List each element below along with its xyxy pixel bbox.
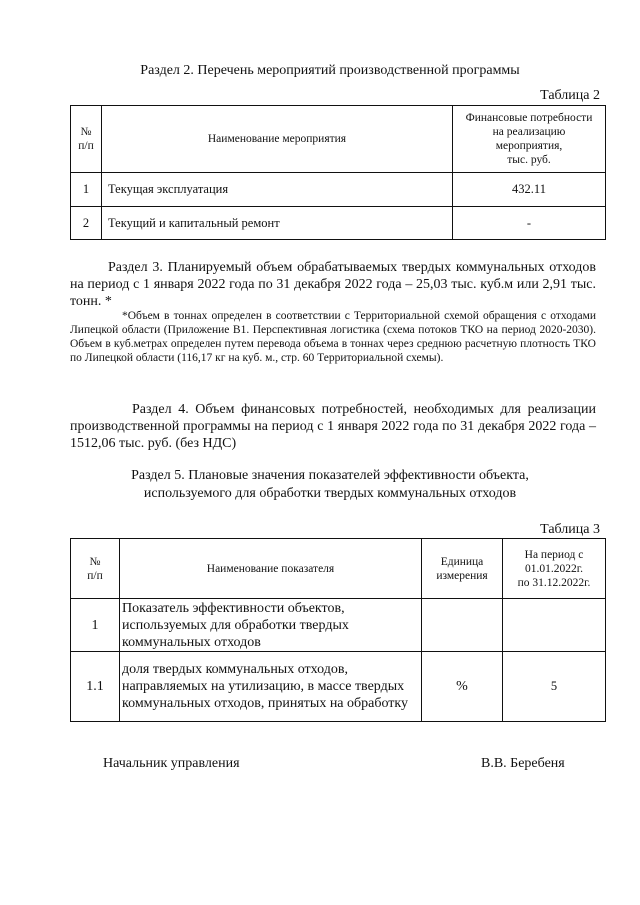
table3-row2-name: доля твердых коммунальных отходов, направляемых на утилизацию, в массе твердых коммунальных отходов, принятых на обработку [120, 652, 422, 722]
table3-header-name: Наименование показателя [120, 539, 422, 599]
table2-row2-name: Текущий и капитальный ремонт [102, 207, 453, 240]
section3-title: Раздел 3. Планируемый объем обрабатываемых твердых коммунальных отходов на период с 1 января 2022 года по 31 декабря 2022 года – 25,03 тыс. куб.м или 2,91 тыс. тонн. * [70, 260, 596, 309]
table2-row2-num: 2 [71, 207, 102, 240]
table-row [71, 599, 606, 652]
section3-note: *Объем в тоннах определен в соответствии с Территориальной схемой обращения с отходами Липецкой области (Приложение В1. Перспективная логистика (схема потоков ТКО на период 2020-2030). Объем в куб.метрах определен путем перевода объема в тоннах через среднюю расчетную плотность ТКО по Липецкой области (116,17 кг на куб. м., стр. 60 Территориальной схемы). [70, 310, 596, 364]
table2-header-num: № п/п [71, 106, 102, 173]
table2 [70, 105, 606, 240]
table2-row1-num: 1 [71, 173, 102, 207]
table3-header-unit: Единица измерения [422, 539, 503, 599]
table3-header-period: На период с 01.01.2022г. по 31.12.2022г. [503, 539, 606, 599]
table-row [71, 207, 606, 240]
table-row [71, 173, 606, 207]
table3-label: Таблица 3 [540, 522, 600, 537]
table3-row1-name: Показатель эффективности объектов, используемых для обработки твердых коммунальных отходов [120, 599, 422, 652]
table3-row2-value: 5 [503, 652, 606, 722]
table3-row1-num: 1 [71, 599, 120, 652]
table2-row2-value: - [453, 207, 606, 240]
table-row [71, 652, 606, 722]
section5-title-line2: используемого для обработки твердых коммунальных отходов [143, 486, 517, 501]
section5-title-line1: Раздел 5. Плановые значения показателей эффективности объекта, [131, 468, 529, 483]
table3-row1-value [503, 599, 606, 652]
table2-header-finance: Финансовые потребности на реализацию мероприятия, тыс. руб. [453, 106, 606, 173]
table3-row2-unit: % [422, 652, 503, 722]
table2-header-row [71, 106, 606, 173]
table2-row1-name: Текущая эксплуатация [102, 173, 453, 207]
section2-title: Раздел 2. Перечень мероприятий производственной программы [140, 63, 520, 78]
table3-row2-num: 1.1 [71, 652, 120, 722]
table2-header-name: Наименование мероприятия [102, 106, 453, 173]
table3-header-num: № п/п [71, 539, 120, 599]
table2-row1-value: 432.11 [453, 173, 606, 207]
table2-label: Таблица 2 [540, 88, 600, 103]
table3-row1-unit [422, 599, 503, 652]
table3 [70, 538, 606, 722]
signature-position: Начальник управления [103, 756, 240, 771]
signature-name: В.В. Беребеня [481, 756, 565, 771]
section4-title: Раздел 4. Объем финансовых потребностей, необходимых для реализации производственной программы на период с 1 января 2022 года по 31 декабря 2022 года – 1512,06 тыс. руб. (без НДС) [70, 402, 596, 451]
table3-header-row [71, 539, 606, 599]
